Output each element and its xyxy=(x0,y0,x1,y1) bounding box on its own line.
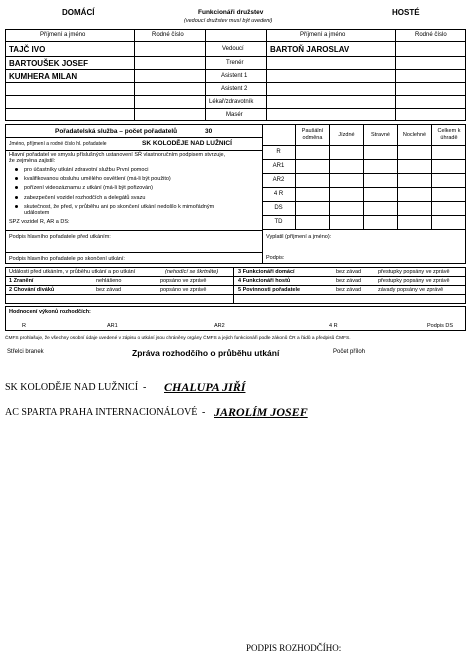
pay-header: Paušální odměna xyxy=(301,128,324,141)
sign-before-label: Podpis hlavního pořadatele před utkáním: xyxy=(9,234,111,240)
scorers-label: Střelci branek xyxy=(7,349,44,355)
role-label: Vedoucí xyxy=(222,46,244,52)
organizers-item: pro účastníky utkání zdravotní službu První pomoci xyxy=(15,167,148,174)
event-item: 1 Zranění xyxy=(9,278,34,284)
pay-row-label: R xyxy=(276,149,281,155)
guests-heading: HOSTÉ xyxy=(392,8,420,17)
attachments-label: Počet příloh xyxy=(333,349,366,355)
role-label: Asistent 2 xyxy=(221,86,248,92)
home-birth-col: Rodné číslo xyxy=(152,32,184,38)
organizers-intro: Hlavní pořadatel ve smyslu příslušných ustanovení SŘ vlastnoručním podpisem stvrzuje, xyxy=(9,152,226,158)
event-option: popsáno ve zprávě xyxy=(160,287,207,293)
role-label: Lékař/zdravotník xyxy=(209,99,254,105)
dash: - xyxy=(202,407,206,418)
rating-label: AR1 xyxy=(107,323,118,329)
event-item: 5 Povinnosti pořadatele xyxy=(238,287,301,293)
pay-row-label: 4 R xyxy=(273,191,284,197)
event-option: bez závad xyxy=(336,287,362,293)
ratings-title: Hodnocení výkonů rozhodčích: xyxy=(9,309,91,315)
referee-signature-label: PODPIS ROZHODČÍHO: xyxy=(246,643,342,653)
rating-label: R xyxy=(22,323,26,329)
event-option: bez závad xyxy=(336,269,362,275)
rating-label: AR2 xyxy=(214,323,225,329)
team-line: SK KOLODĚJE NAD LUŽNICÍ xyxy=(5,382,139,393)
paid-by-label: Vyplatil (příjmení a jméno): xyxy=(266,234,332,240)
pay-header: Noclehné xyxy=(402,132,427,138)
spz-label: SPZ vozidel R, AR a DS: xyxy=(9,219,70,225)
scorer-name: JAROLÍM JOSEF xyxy=(214,405,308,419)
guest-official-name: BARTOŇ JAROSLAV xyxy=(270,45,350,54)
report-title: Zpráva rozhodčího o průběhu utkání xyxy=(132,348,280,358)
organizers-item: pořízení videozáznamu z utkání (má-li být pořizován) xyxy=(15,185,153,192)
event-option: přestupky popsány ve zprávě xyxy=(378,269,450,275)
events-title: Události před utkáním, v průběhu utkání a po utkání xyxy=(9,269,136,275)
home-heading: DOMÁCÍ xyxy=(62,8,95,17)
event-item: 3 Funkcionáři domácí xyxy=(238,269,295,275)
officials-note: (vedoucí družstev musí být uvedeni) xyxy=(184,18,273,24)
event-item: 2 Chování diváků xyxy=(9,287,55,293)
event-option: bez závad xyxy=(96,287,122,293)
event-option: přestupky popsány ve zprávě xyxy=(378,278,450,284)
rating-label: Podpis DS xyxy=(427,323,453,329)
guest-birth-col: Rodné číslo xyxy=(415,32,447,38)
event-item: 4 Funkcionáři hostů xyxy=(238,278,291,284)
pay-row-label: DS xyxy=(274,205,283,211)
event-option: závady popsány ve zprávě xyxy=(378,287,444,293)
organizers-item: událostem xyxy=(24,210,50,216)
organizers-title: Pořadatelská služba – počet pořadatelů xyxy=(55,128,178,135)
events-note: (nehodící se škrtněte) xyxy=(165,269,219,275)
team-line: AC SPARTA PRAHA INTERNACIONÁLOVÉ xyxy=(5,407,198,418)
role-label: Asistent 1 xyxy=(221,73,248,79)
home-name-col: Příjmení a jméno xyxy=(40,32,86,38)
chief-label: Jméno, příjmení a rodné číslo hl. pořadatele xyxy=(9,141,107,147)
scorer-name: CHALUPA JIŘÍ xyxy=(164,380,246,394)
pay-header: Jízdné xyxy=(338,132,355,138)
organizers-item: zabezpečení vozidel rozhodčích a delegátů svazu xyxy=(15,195,145,202)
event-option: popsáno ve zprávě xyxy=(160,278,207,284)
home-official-name: KUMHERA MILAN xyxy=(9,72,78,81)
home-official-name: BARTOUŠEK JOSEF xyxy=(9,59,88,68)
organizers-intro: že zejména zajistil: xyxy=(9,158,56,164)
pay-header: Stravné xyxy=(371,132,390,138)
organizers-item: skutečnost, že před, v průběhu ani po skončení utkání nedošlo k mimořádným xyxy=(15,204,214,211)
chief-value: SK KOLODĚJE NAD LUŽNICÍ xyxy=(142,140,232,147)
role-label: Masér xyxy=(226,112,243,118)
role-label: Trenér xyxy=(226,60,244,66)
event-option: nehlášeno xyxy=(96,278,122,284)
pay-sign-label: Podpis: xyxy=(266,255,285,261)
dash: - xyxy=(143,382,147,393)
sign-after-label: Podpis hlavního pořadatele po skončení utkání: xyxy=(9,256,125,262)
event-option: bez závad xyxy=(336,278,362,284)
pay-row-label: AR2 xyxy=(272,177,285,183)
pay-row-label: AR1 xyxy=(272,163,285,169)
pay-row-label: TD xyxy=(274,219,283,225)
organizers-item: kvalifikovanou obsluhu umělého osvětlení (má-li být použito) xyxy=(15,176,171,183)
privacy-note: ČMFS prohlašuje, že všechny osobní údaje uvedené v zápisu o utkání jsou chráněny orgány ČMFS a jejich funkcionáři podle zákonů ČR a řádů a předpisů ČMFS. xyxy=(5,336,351,341)
guest-name-col: Příjmení a jméno xyxy=(300,32,346,38)
pay-header: Celkem k úhradě xyxy=(437,128,461,141)
organizers-count: 30 xyxy=(205,128,213,135)
officials-heading: Funkcionáři družstev xyxy=(198,9,264,16)
rating-label: 4 R xyxy=(329,323,338,329)
home-official-name: TAJČ IVO xyxy=(9,45,46,54)
